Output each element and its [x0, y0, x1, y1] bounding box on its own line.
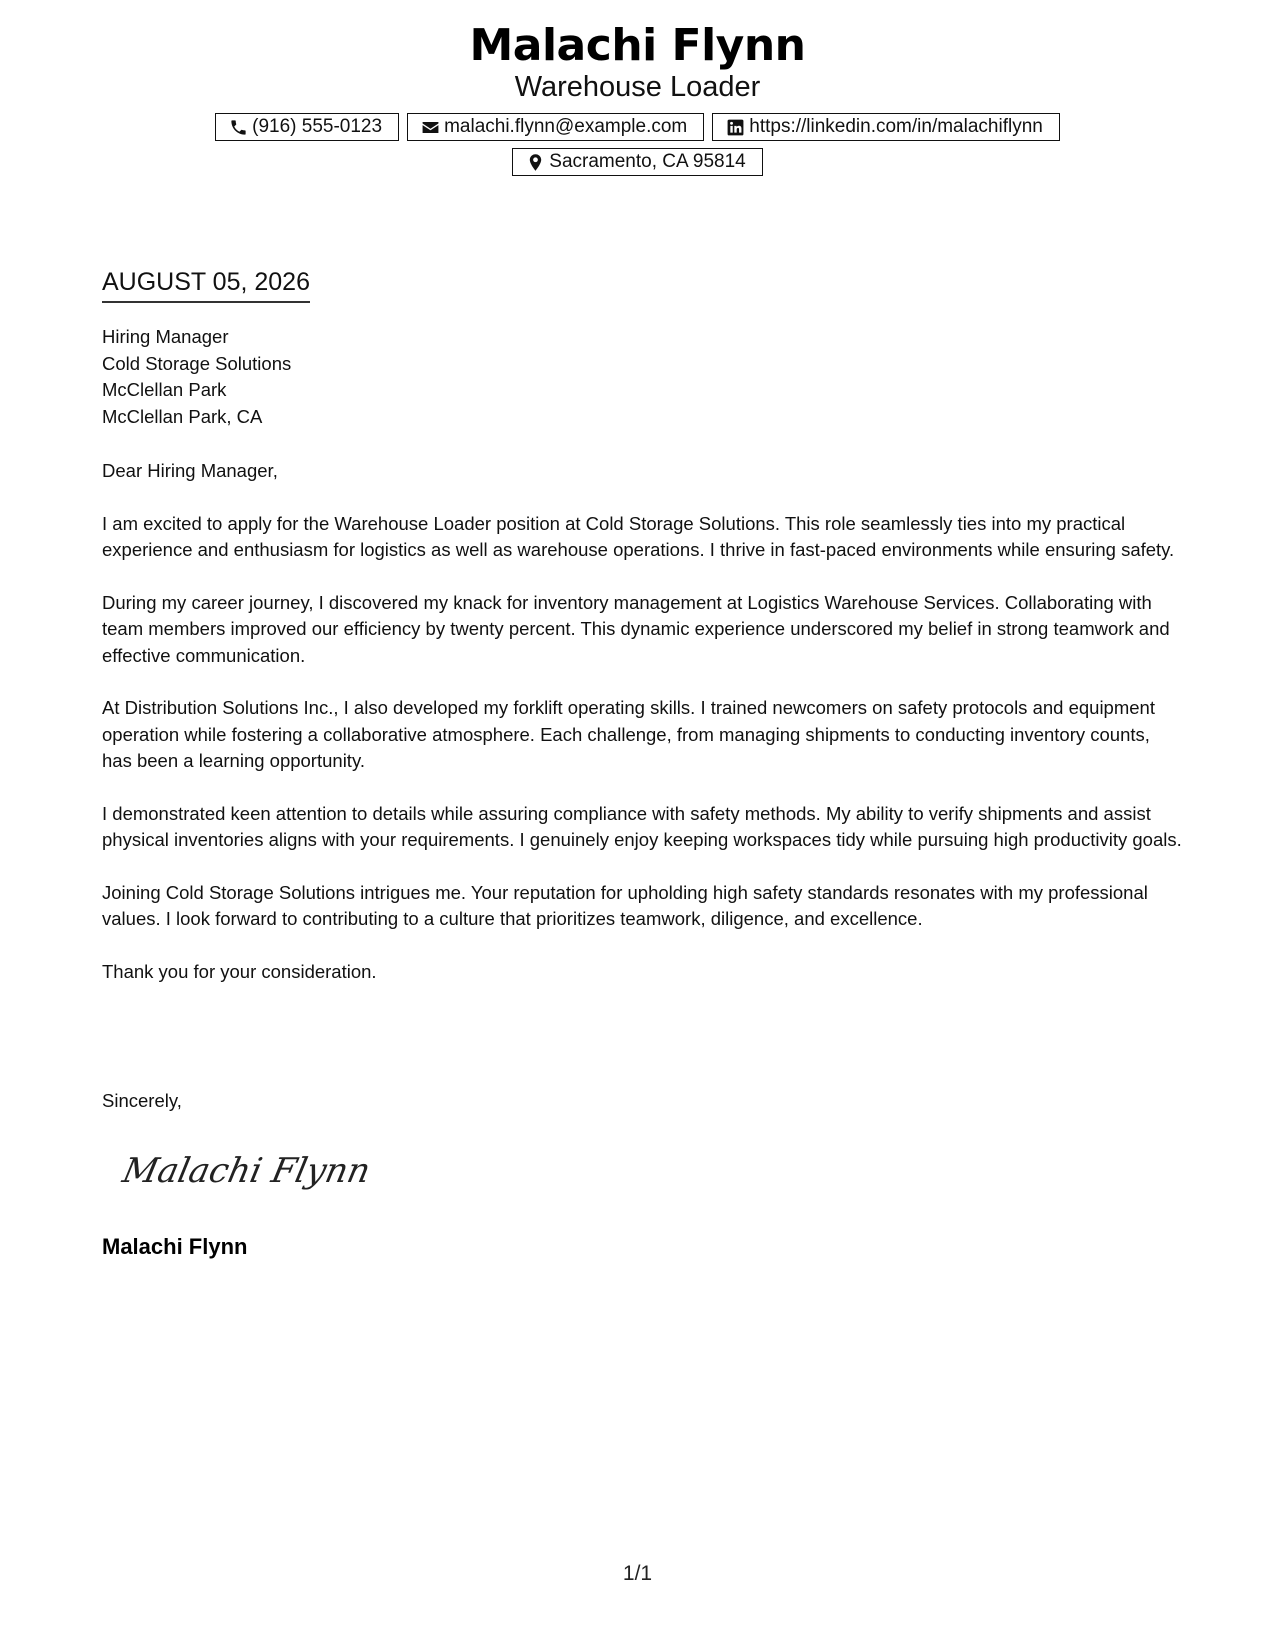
contact-row: [0, 113, 1275, 141]
phone-text: (916) 555-0123: [252, 116, 383, 137]
email-text: malachi.flynn@example.com: [444, 116, 688, 137]
recipient-line: Cold Storage Solutions: [102, 352, 292, 374]
signer-name: Malachi Flynn: [102, 1234, 248, 1259]
recipient-line: Hiring Manager: [102, 326, 229, 347]
handwritten-signature: [118, 1140, 374, 1204]
recipient-block: [102, 324, 291, 430]
envelope-icon: [421, 118, 440, 137]
applicant-name: Malachi Flynn: [469, 20, 806, 71]
body-paragraph: Joining Cold Storage Solutions intrigues me. Your reputation for upholding high safety standards resonates with my professional values. I look forward to contributing to a culture that prioritizes teamwork, diligence, and excellence.: [102, 881, 1148, 929]
linkedin-icon: [726, 118, 745, 137]
location-chip: [512, 148, 762, 176]
body-paragraph: During my career journey, I discovered my knack for inventory management at Logistics Warehouse Services. Collaborating with team members improved our efficiency by twenty percent. This dynamic experience underscored my belief in strong teamwork and effective communication.: [102, 591, 1170, 666]
job-title: Warehouse Loader: [514, 71, 761, 103]
contact-row-2: [0, 148, 1275, 176]
map-marker-icon: [526, 153, 545, 172]
phone-icon: [229, 118, 248, 137]
linkedin-chip[interactable]: [712, 113, 1060, 141]
letter-body: [102, 458, 1182, 1011]
location-text: Sacramento, CA 95814: [549, 151, 746, 172]
closing: Sincerely,: [102, 1090, 182, 1111]
body-paragraph: At Distribution Solutions Inc., I also developed my forklift operating skills. I trained newcomers on safety protocols and equipment operation while fostering a collaborative atmosphere. Each challenge, from managing shipments to conducting inventory counts, has been a learning opportunity.: [102, 697, 1155, 771]
email-chip[interactable]: [407, 113, 704, 141]
letter-header: [0, 20, 1275, 176]
phone-chip[interactable]: [215, 113, 399, 141]
body-paragraph: I demonstrated keen attention to details while assuring compliance with safety methods. My ability to verify shipments and assist physical inventories aligns with your requirements. I genuinely enjoy keeping workspaces tidy while pursuing high productivity goals.: [102, 802, 1182, 850]
body-paragraph: I am excited to apply for the Warehouse Loader position at Cold Storage Solutions. This role seamlessly ties into my practical experience and enthusiasm for logistics as well as warehouse operations. I thrive in fast-paced environments while ensuring safety.: [102, 512, 1175, 560]
salutation: Dear Hiring Manager,: [102, 460, 278, 481]
linkedin-text: https://linkedin.com/in/malachiflynn: [749, 116, 1043, 137]
signature-text: Malachi Flynn: [119, 1151, 374, 1191]
thanks-line: Thank you for your consideration.: [102, 960, 377, 982]
recipient-line: McClellan Park: [102, 379, 227, 400]
recipient-line: McClellan Park, CA: [102, 405, 263, 427]
letter-date: AUGUST 05, 2026: [102, 266, 310, 303]
page-number: 1/1: [622, 1562, 653, 1585]
signature-image: [118, 1140, 374, 1204]
